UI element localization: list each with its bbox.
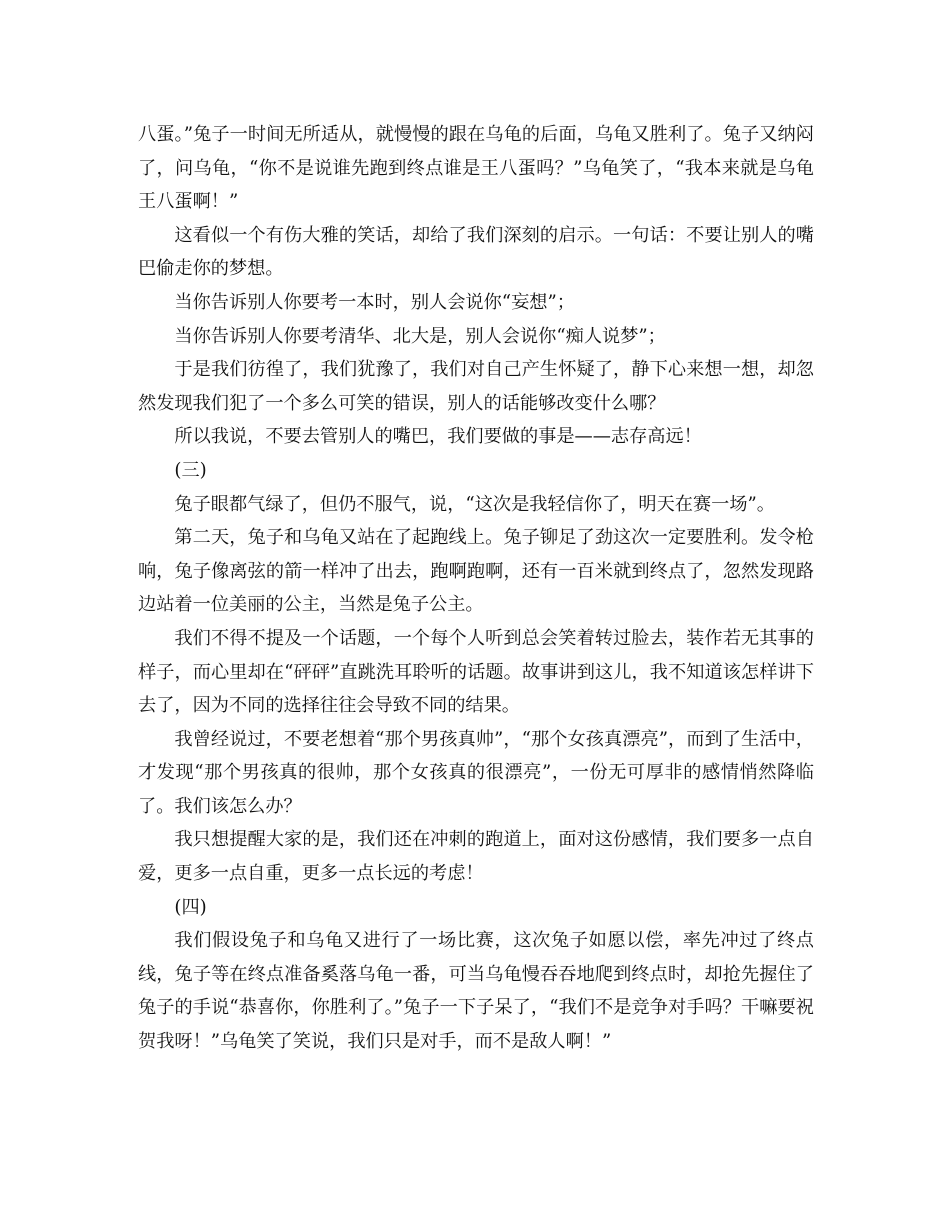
paragraph: 我曾经说过，不要老想着“那个男孩真帅”，“那个女孩真漂亮”，而到了生活中，才发现“那个男孩真的很帅，那个女孩真的很漂亮”，一份无可厚非的感情悄然降临了。我们该怎么办？: [138, 728, 814, 817]
document-page: [138, 118, 814, 1059]
paragraph-continuation: 八蛋。”兔子一时间无所适从，就慢慢的跟在乌龟的后面，乌龟又胜利了。兔子又纳闷了，问乌龟，“你不是说谁先跑到终点谁是王八蛋吗？”乌龟笑了，“我本来就是乌龟王八蛋啊！”: [138, 124, 814, 213]
section-heading: (三): [174, 459, 207, 481]
paragraph: 兔子眼都气绿了，但仍不服气，说，“这次是我轻信你了，明天在赛一场”。: [174, 493, 775, 515]
paragraph: 我只想提醒大家的是，我们还在冲刺的跑道上，面对这份感情，我们要多一点自爱，更多一点自重，更多一点长远的考虑！: [138, 829, 814, 885]
paragraph: 我们不得不提及一个话题，一个每个人听到总会笑着转过脸去，装作若无其事的样子，而心里却在“砰砰”直跳洗耳聆听的话题。故事讲到这儿，我不知道该怎样讲下去了，因为不同的选择往往会导致不同的结果。: [138, 627, 814, 717]
paragraph: 我们假设兔子和乌龟又进行了一场比赛，这次兔子如愿以偿，率先冲过了终点线，兔子等在终点准备奚落乌龟一番，可当乌龟慢吞吞地爬到终点时，却抢先握住了兔子的手说“恭喜你，你胜利了。”兔子一下子呆了，“我们不是竞争对手吗？干嘛要祝贺我呀！”乌龟笑了笑说，我们只是对手，而不是敌人啊！”: [138, 930, 814, 1053]
paragraph: 于是我们彷徨了，我们犹豫了，我们对自己产生怀疑了，静下心来想一想，却忽然发现我们犯了一个多么可笑的错误，别人的话能够改变什么哪？: [138, 359, 814, 414]
paragraph: 第二天，兔子和乌龟又站在了起跑线上。兔子铆足了劲这次一定要胜利。发令枪响，兔子像离弦的箭一样冲了出去，跑啊跑啊，还有一百米就到终点了，忽然发现路边站着一位美丽的公主，当然是兔子公主。: [138, 527, 814, 616]
paragraph: 当你告诉别人你要考清华、北大是，别人会说你“痴人说梦”；: [174, 325, 666, 347]
paragraph: 所以我说，不要去管别人的嘴巴，我们要做的事是——志存高远！: [174, 426, 702, 448]
section-heading: (四): [174, 896, 207, 918]
paragraph: 这看似一个有伤大雅的笑话，却给了我们深刻的启示。一句话：不要让别人的嘴巴偷走你的梦想。: [138, 224, 814, 280]
paragraph: 当你告诉别人你要考一本时，别人会说你“妄想”；: [174, 291, 575, 313]
